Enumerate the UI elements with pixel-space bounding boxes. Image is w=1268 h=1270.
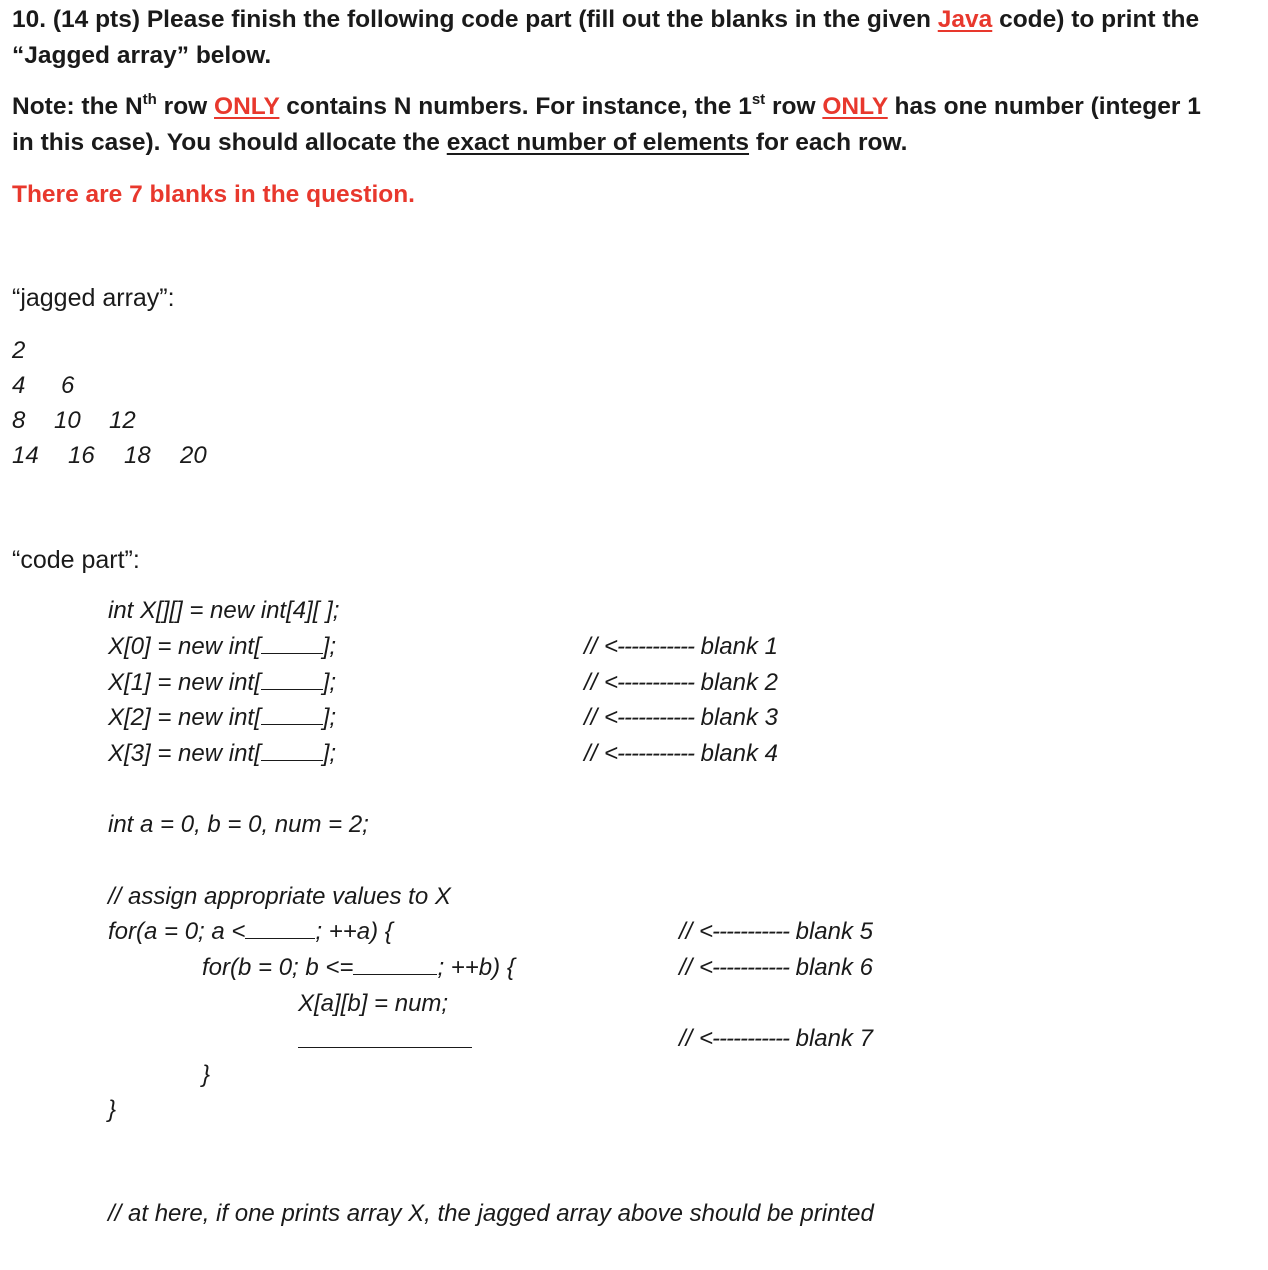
code-for-b-line [202,954,515,982]
note-text: Note: the N [12,93,143,120]
jagged-cell: 4 [12,372,26,399]
superscript-th: th [142,91,157,108]
only-emphasis: ONLY [214,93,280,120]
comment-slashes: // [679,1025,693,1052]
footer-comment: // at here, if one prints array X, the jagged array above should be printed [108,1200,874,1227]
code-vars-line: int a = 0, b = 0, num = 2; [108,811,369,838]
code-text: ]; [322,704,337,731]
note-text: in this case). You should allocate the [12,129,440,156]
code-text: ; ++a) { [315,918,393,945]
jagged-cell: 10 [54,407,81,434]
blank-3-slot[interactable] [261,704,323,725]
comment-slashes: // [584,633,598,660]
code-text: for(b = 0; b <= [202,954,354,981]
code-text: ; ++b) { [437,954,515,981]
note-text: row [163,93,208,120]
code-text: X[2] = new int[ [108,704,261,731]
only-emphasis: ONLY [822,93,888,120]
close-outer-brace: } [108,1096,117,1123]
code-text: X[3] = new int[ [108,740,261,767]
jagged-cell: 6 [61,372,75,399]
note-line2 [12,129,907,157]
comment-slashes: // [679,954,693,981]
code-text: X[0] = new int[ [108,633,261,660]
code-assign-comment: // assign appropriate values to X [108,883,451,910]
code-text: ]; [322,669,337,696]
jagged-cell: 14 [12,442,39,469]
jagged-array-label: “jagged array”: [12,284,175,312]
note-text: row [771,93,816,120]
exact-elements-underlined: exact number of elements [446,129,750,156]
blank-label: blank 4 [700,740,779,767]
blank-6-comment [679,954,873,982]
comment-slashes: // [584,704,598,731]
code-text: X[1] = new int[ [108,669,261,696]
code-text: ]; [322,633,337,660]
blank-label: blank 3 [700,704,779,731]
question-header-line1 [12,6,1199,34]
blank-3-comment [584,704,778,732]
code-alloc-line-3 [108,740,336,768]
jagged-row-1 [12,337,25,365]
code-decl-line: int X[][] = new int[4][ ]; [108,597,340,624]
jagged-cell: 8 [12,407,26,434]
java-keyword: Java [937,6,993,33]
blank-5-comment [679,918,873,946]
arrow-icon: <----------- [699,1025,789,1052]
blank-5-slot[interactable] [245,918,315,939]
code-text: for(a = 0; a < [108,918,246,945]
question-text-cont: code) to print the [999,6,1200,33]
comment-slashes: // [679,918,693,945]
blank-1-comment [584,633,778,661]
blank-label: blank 1 [700,633,779,660]
superscript-st: st [751,91,766,108]
blank-label: blank 2 [700,669,779,696]
note-line1 [12,93,1201,121]
blank-label: blank 7 [795,1025,874,1052]
question-points: (14 pts) [52,6,141,33]
blank-label: blank 6 [795,954,874,981]
close-inner-brace: } [202,1061,211,1088]
comment-slashes: // [584,740,598,767]
code-assign-line: X[a][b] = num; [298,990,449,1017]
code-alloc-line-1 [108,669,336,697]
note-text: for each row. [755,129,908,156]
code-alloc-line-2 [108,704,336,732]
blank-4-comment [584,740,778,768]
arrow-icon: <----------- [699,954,789,981]
blank-6-slot[interactable] [353,954,437,975]
question-header-line2: “Jagged array” below. [12,42,272,69]
blanks-notice: There are 7 blanks in the question. [12,181,415,208]
blank-4-slot[interactable] [261,740,323,761]
blank-7-comment [679,1025,873,1053]
question-text: Please finish the following code part (fill out the blanks in the given [146,6,931,33]
jagged-cell: 18 [124,442,151,469]
jagged-cell: 20 [180,442,207,469]
blank-label: blank 5 [795,918,874,945]
note-text: contains N numbers. For instance, the 1 [286,93,752,120]
arrow-icon: <----------- [604,740,694,767]
arrow-icon: <----------- [604,704,694,731]
jagged-cell: 2 [12,337,26,364]
comment-slashes: // [584,669,598,696]
jagged-cell: 12 [109,407,136,434]
jagged-cell: 16 [68,442,95,469]
code-for-a-line [108,918,393,946]
note-text: has one number (integer 1 [894,93,1201,120]
code-part-label: “code part”: [12,546,140,574]
code-alloc-line-0 [108,633,336,661]
arrow-icon: <----------- [604,669,694,696]
question-number: 10. [12,6,47,33]
blank-2-comment [584,669,778,697]
blank-1-slot[interactable] [261,633,323,654]
arrow-icon: <----------- [604,633,694,660]
code-text: ]; [322,740,337,767]
arrow-icon: <----------- [699,918,789,945]
blank-2-slot[interactable] [261,669,323,690]
blank-7-slot[interactable] [298,1047,472,1048]
